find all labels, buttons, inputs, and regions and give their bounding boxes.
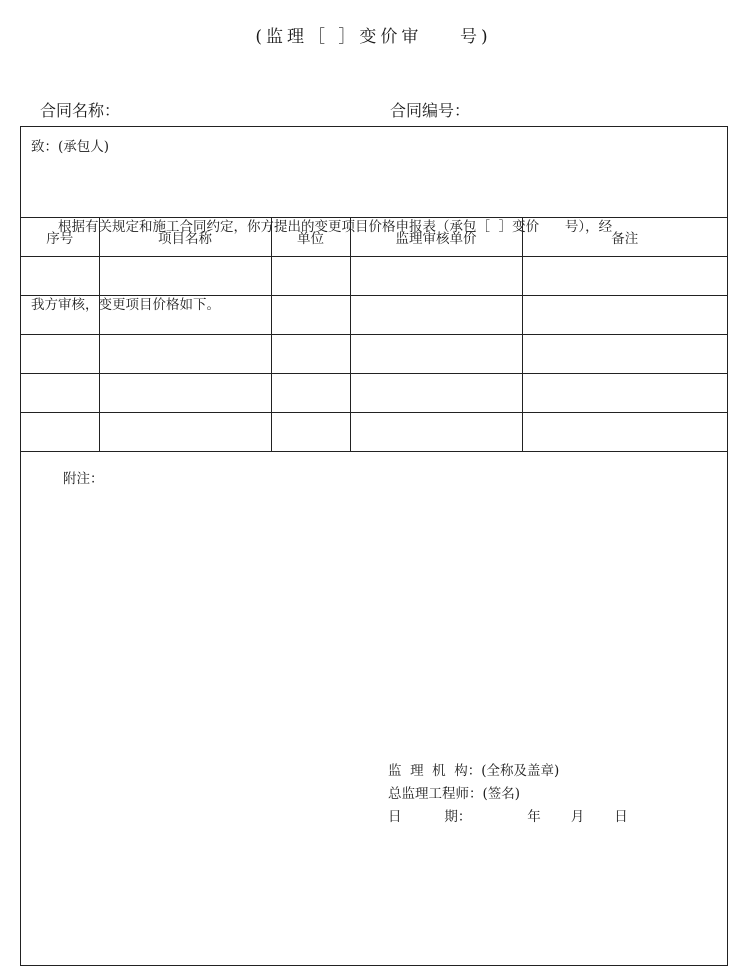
table-cell[interactable] bbox=[99, 335, 271, 374]
table-row bbox=[21, 374, 727, 413]
table-cell[interactable] bbox=[350, 296, 522, 335]
table-row bbox=[21, 413, 727, 452]
table-cell[interactable] bbox=[350, 374, 522, 413]
table-cell[interactable] bbox=[21, 257, 99, 296]
table-cell[interactable] bbox=[522, 413, 727, 452]
table-cell[interactable] bbox=[99, 257, 271, 296]
header-remarks: 备注 bbox=[522, 218, 727, 257]
table-row bbox=[21, 257, 727, 296]
table-row bbox=[21, 296, 727, 335]
contract-number-label: 合同编号： bbox=[390, 101, 471, 120]
table-cell[interactable] bbox=[350, 335, 522, 374]
table-cell[interactable] bbox=[271, 257, 350, 296]
table-cell[interactable] bbox=[271, 413, 350, 452]
table-cell[interactable] bbox=[21, 296, 99, 335]
note-label: 附注： bbox=[63, 471, 104, 487]
table-cell[interactable] bbox=[522, 257, 727, 296]
table-cell[interactable] bbox=[350, 413, 522, 452]
table-cell[interactable] bbox=[99, 374, 271, 413]
header-audited-price: 监理审核单价 bbox=[350, 218, 522, 257]
body-line-2: 我方审核，变更项目价格如下。 bbox=[31, 297, 220, 313]
table-cell[interactable] bbox=[350, 257, 522, 296]
table-cell[interactable] bbox=[522, 335, 727, 374]
supervision-org-line: 监 理 机 构：(全称及盖章) bbox=[388, 763, 560, 779]
chief-engineer-line: 总监理工程师：(签名) bbox=[388, 786, 521, 802]
table-header-row bbox=[21, 218, 727, 257]
table-cell[interactable] bbox=[99, 296, 271, 335]
table-cell[interactable] bbox=[271, 374, 350, 413]
document-code: (监理［ ］变价审 号) bbox=[255, 27, 492, 47]
table-cell[interactable] bbox=[21, 335, 99, 374]
table-cell[interactable] bbox=[271, 335, 350, 374]
date-line: 日 期： 年 月 日 bbox=[388, 809, 628, 825]
header-seq: 序号 bbox=[21, 218, 99, 257]
body-line-1: 根据有关规定和施工合同约定，你方提出的变更项目价格申报表（承包［ ］变价 号），经 bbox=[58, 219, 613, 235]
table-cell[interactable] bbox=[522, 374, 727, 413]
table-cell[interactable] bbox=[522, 296, 727, 335]
price-table bbox=[21, 217, 727, 452]
table-cell[interactable] bbox=[21, 413, 99, 452]
table-cell[interactable] bbox=[271, 296, 350, 335]
table-cell[interactable] bbox=[99, 413, 271, 452]
form-frame bbox=[20, 126, 728, 966]
table-row bbox=[21, 335, 727, 374]
signature-block bbox=[388, 760, 628, 829]
contract-name-label: 合同名称： bbox=[40, 101, 121, 120]
table-cell[interactable] bbox=[21, 374, 99, 413]
recipient-line: 致：(承包人) bbox=[31, 139, 110, 155]
header-unit: 单位 bbox=[271, 218, 350, 257]
header-item-name: 项目名称 bbox=[99, 218, 271, 257]
